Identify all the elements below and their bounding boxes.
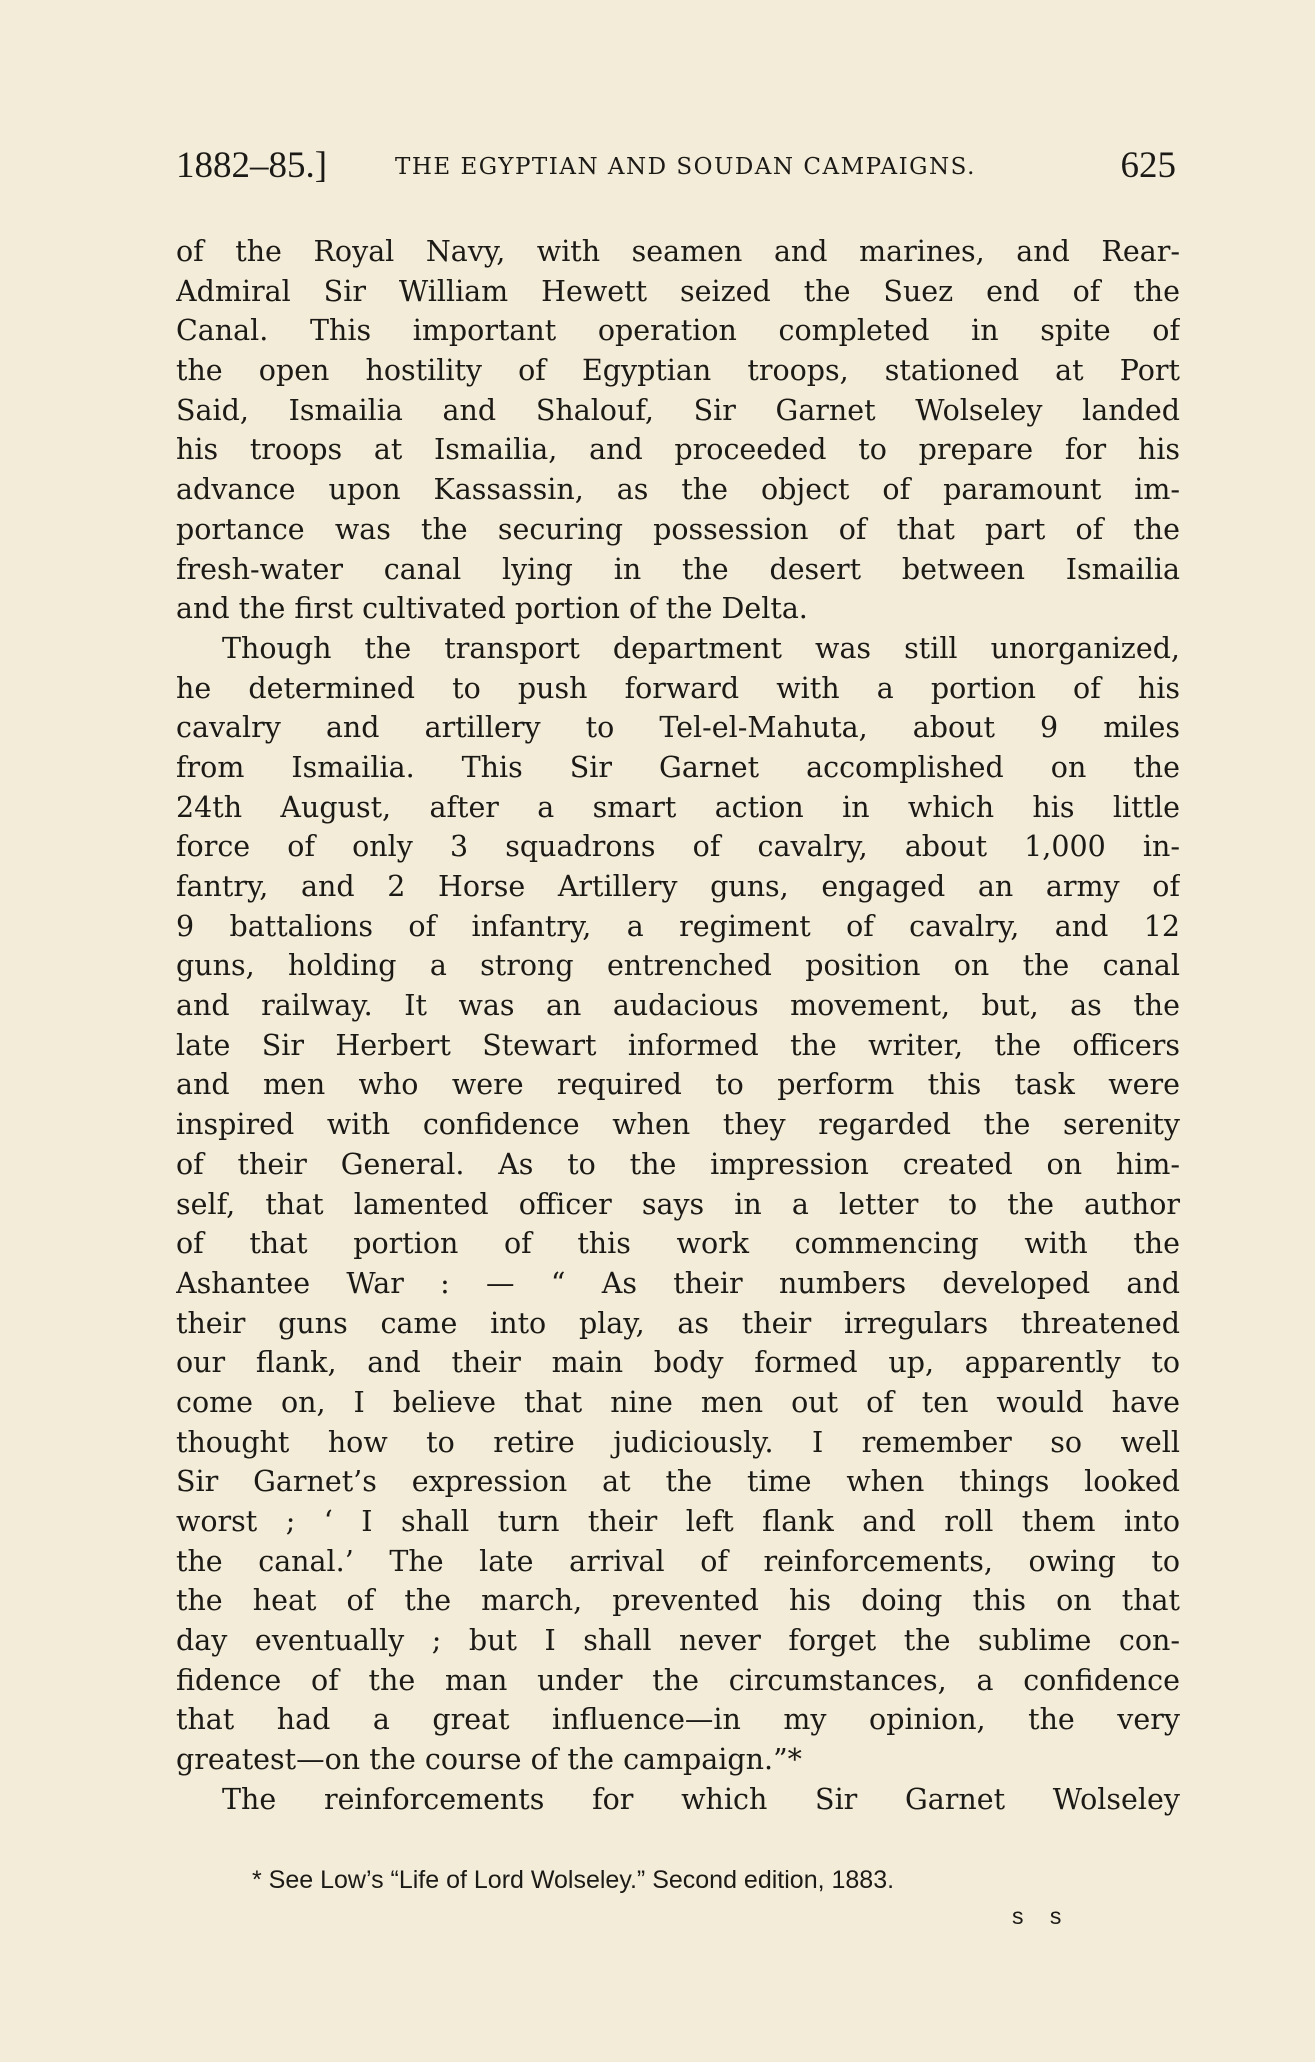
signature-mark: s s: [1012, 1903, 1072, 1929]
text-line: thought how to retire judiciously. I remember so well: [176, 1425, 1180, 1459]
header-years: 1882–85.]: [176, 145, 328, 186]
text-line: worst ; ‘ I shall turn their left flank and roll them into: [176, 1505, 1180, 1538]
text-line: he determined to push forward with a portion of his: [176, 671, 1180, 705]
text-line: their guns came into play, as their irregulars threatened: [176, 1306, 1180, 1340]
text-line: that had a great influence—in my opinion, the very: [176, 1703, 1180, 1737]
text-line: from Ismailia. This Sir Garnet accomplished on the: [176, 750, 1180, 784]
text-line: advance upon Kassassin, as the object of paramount im-: [176, 473, 1180, 507]
text-line: of the Royal Navy, with seamen and marines, and Rear-: [176, 235, 1180, 268]
text-line: of that portion of this work commencing with the: [176, 1227, 1180, 1261]
text-line: fresh-water canal lying in the desert between Ismailia: [176, 552, 1180, 586]
text-line: Ashantee War : — “ As their numbers developed and: [176, 1266, 1180, 1300]
body-text: [176, 232, 1180, 1820]
footnote: * See Low’s “Life of Lord Wolseley.” Second edition, 1883.: [252, 1866, 895, 1894]
text-line: The reinforcements for which Sir Garnet Wolseley: [222, 1782, 1180, 1816]
text-line: our flank, and their main body formed up, apparently to: [176, 1346, 1180, 1380]
text-line: Sir Garnet’s expression at the time when things looked: [176, 1465, 1180, 1499]
text-line: day eventually ; but I shall never forget the sublime con-: [176, 1624, 1180, 1658]
text-line: guns, holding a strong entrenched position on the canal: [176, 949, 1180, 983]
text-line: the open hostility of Egyptian troops, stationed at Port: [176, 354, 1180, 388]
text-line: the heat of the march, prevented his doing this on that: [176, 1584, 1180, 1618]
text-line: fantry, and 2 Horse Artillery guns, engaged an army of: [176, 870, 1180, 903]
text-line: Though the transport department was still unorganized,: [222, 631, 1180, 665]
running-title: THE EGYPTIAN AND SOUDAN CAMPAIGNS.: [395, 154, 976, 180]
text-line: portance was the securing possession of that part of the: [176, 512, 1180, 546]
running-header: [176, 144, 1176, 194]
text-line: and men who were required to perform this task were: [176, 1068, 1180, 1102]
text-line: greatest—on the course of the campaign.”*: [176, 1743, 802, 1777]
text-line: his troops at Ismailia, and proceeded to prepare for his: [176, 433, 1180, 467]
text-line: and railway. It was an audacious movement, but, as the: [176, 989, 1180, 1023]
text-line: 9 battalions of infantry, a regiment of cavalry, and 12: [176, 909, 1180, 943]
text-line: come on, I believe that nine men out of ten would have: [176, 1385, 1180, 1419]
text-line: self, that lamented officer says in a letter to the author: [176, 1187, 1180, 1221]
page-number: 625: [1120, 145, 1176, 186]
text-line: force of only 3 squadrons of cavalry, about 1,000 in-: [176, 830, 1180, 864]
text-line: the canal.’ The late arrival of reinforcements, owing to: [176, 1544, 1180, 1578]
text-line: late Sir Herbert Stewart informed the writer, the officers: [176, 1028, 1180, 1062]
text-line: cavalry and artillery to Tel-el-Mahuta, about 9 miles: [176, 711, 1180, 745]
text-line: Canal. This important operation completed in spite of: [176, 314, 1180, 348]
text-line: inspired with confidence when they regarded the serenity: [176, 1108, 1180, 1142]
text-line: of their General. As to the impression created on him-: [176, 1147, 1180, 1181]
text-line: fidence of the man under the circumstances, a confidence: [176, 1663, 1180, 1697]
text-line: 24th August, after a smart action in which his little: [176, 790, 1180, 824]
text-line: and the first cultivated portion of the Delta.: [176, 592, 808, 626]
text-line: Said, Ismailia and Shalouf, Sir Garnet Wolseley landed: [176, 393, 1180, 427]
text-line: Admiral Sir William Hewett seized the Suez end of the: [176, 274, 1180, 308]
